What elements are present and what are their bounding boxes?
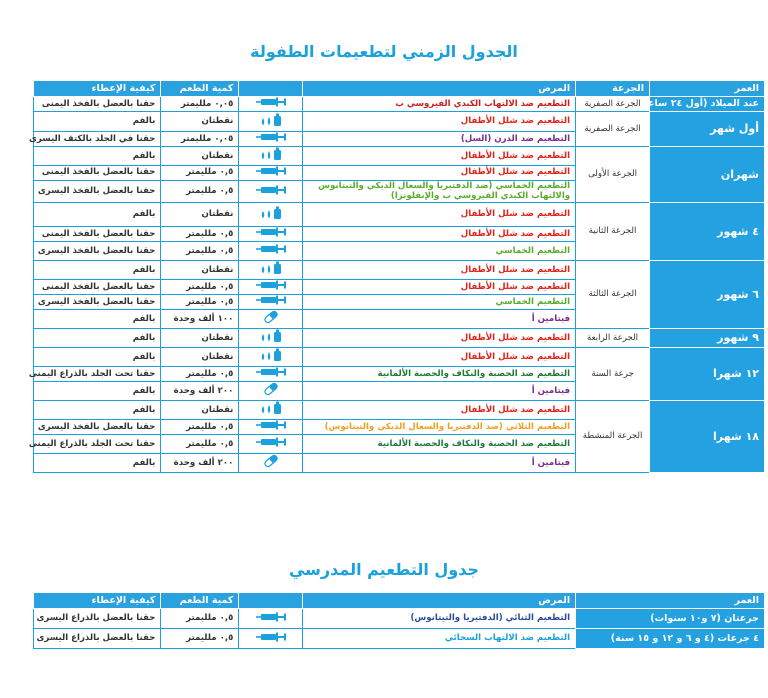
qty-cell: نقطتان: [161, 203, 239, 227]
table-row: [34, 203, 765, 227]
age-cell: ١٨ شهرا: [650, 400, 765, 472]
header-icon: [239, 81, 303, 97]
qty-cell: ٠,٥ ملليمتر: [161, 366, 239, 381]
icon-cell: [239, 609, 303, 629]
page-title: الجدول الزمني لتطعيمات الطفولة: [250, 42, 518, 61]
syringe-icon: [256, 280, 286, 290]
qty-cell: ٠,٥ ملليمتر: [161, 180, 239, 202]
qty-cell: ٠,٠٥ ملليمتر: [161, 132, 239, 147]
qty-cell: نقطتان: [161, 329, 239, 348]
disease-cell: فيتامين أ: [303, 310, 576, 329]
disease-cell: التطعيم ضد شلل الأطفال: [303, 347, 576, 366]
icon-cell: [239, 242, 303, 261]
route-cell: حقنا بالعضل بالفخذ اليسرى: [34, 419, 161, 434]
disease-cell: التطعيم ضد شلل الأطفال: [303, 112, 576, 132]
disease-cell: التطعيم ضد شلل الأطفال: [303, 165, 576, 180]
disease-cell: التطعيم ضد الالتهاب السحائي: [303, 629, 576, 649]
route-cell: بالفم: [34, 147, 161, 166]
route-cell: بالفم: [34, 112, 161, 132]
syringe-icon: [256, 185, 286, 195]
route-cell: حقنا بالعضل بالفخذ اليمنى: [34, 97, 161, 112]
icon-cell: [239, 261, 303, 280]
table-row: [34, 400, 765, 419]
disease-cell: فيتامين أ: [303, 453, 576, 472]
syringe-icon: [256, 367, 286, 377]
school-schedule-title: جدول التطعيم المدرسي: [288, 560, 480, 579]
drops-icon: [260, 348, 282, 362]
qty-cell: ٠,٥ ملليمتر: [161, 609, 239, 629]
age-cell: أول شهر: [650, 112, 765, 147]
syringe-icon: [256, 97, 286, 107]
route-cell: بالفم: [34, 261, 161, 280]
capsule-icon: [263, 310, 279, 324]
disease-cell: التطعيم ضد الدرن (السل): [303, 132, 576, 147]
disease-cell: فيتامين أ: [303, 381, 576, 400]
icon-cell: [239, 329, 303, 348]
childhood-schedule-table: [28, 80, 765, 473]
syringe-icon: [256, 227, 286, 237]
qty-cell: ٠,٥ ملليمتر: [161, 629, 239, 649]
capsule-icon: [263, 454, 279, 468]
disease-cell: التطعيم ضد شلل الأطفال: [303, 400, 576, 419]
qty-cell: ٠,٥ ملليمتر: [161, 419, 239, 434]
header-route: كيفية الإعطاء: [34, 81, 161, 97]
header-age: العمر: [576, 593, 765, 609]
dose-cell: الجرعة الأولى: [576, 147, 650, 203]
qty-cell: ٠,٥ ملليمتر: [161, 434, 239, 453]
icon-cell: [239, 147, 303, 166]
icon-cell: [239, 97, 303, 112]
icon-cell: [239, 227, 303, 242]
qty-cell: ٠,٠٥ ملليمتر: [161, 97, 239, 112]
age-cell: ٦ شهور: [650, 261, 765, 329]
disease-cell: التطعيم ضد شلل الأطفال: [303, 280, 576, 295]
disease-cell: التطعيم الثلاثي (ضد الدفتيريا والسعال الديكي والتيتانوس): [303, 419, 576, 434]
disease-cell: التطعيم الخماسي: [303, 295, 576, 310]
qty-cell: ٢٠٠ ألف وحدة: [161, 453, 239, 472]
icon-cell: [239, 419, 303, 434]
qty-cell: ٠,٥ ملليمتر: [161, 242, 239, 261]
route-cell: حقنا بالعضل بالفخذ اليسرى: [34, 180, 161, 202]
icon-cell: [239, 132, 303, 147]
route-cell: بالفم: [34, 203, 161, 227]
age-cell: جرعتان (٧ و١٠ سنوات): [576, 609, 765, 629]
icon-cell: [239, 310, 303, 329]
table-header-row: [34, 81, 765, 97]
dose-cell: الجرعة الصفرية: [576, 112, 650, 147]
drops-icon: [260, 206, 282, 220]
capsule-icon: [263, 382, 279, 396]
disease-cell: التطعيم ضد شلل الأطفال: [303, 147, 576, 166]
icon-cell: [239, 629, 303, 649]
table-row: [34, 629, 765, 649]
route-cell: بالفم: [34, 453, 161, 472]
route-cell: بالفم: [34, 329, 161, 348]
icon-cell: [239, 366, 303, 381]
syringe-icon: [256, 437, 286, 447]
drops-icon: [260, 147, 282, 161]
school-schedule-table: [33, 592, 765, 649]
age-cell: ٩ شهور: [650, 329, 765, 348]
qty-cell: نقطتان: [161, 347, 239, 366]
table-row: [34, 112, 765, 132]
table-header-row: [34, 593, 765, 609]
disease-cell: التطعيم الخماسي: [303, 242, 576, 261]
header-route: كيفية الإعطاء: [34, 593, 161, 609]
qty-cell: ١٠٠ ألف وحدة: [161, 310, 239, 329]
qty-cell: ٠,٥ ملليمتر: [161, 280, 239, 295]
route-cell: حقنا بالعضل بالفخذ اليسرى: [34, 295, 161, 310]
qty-cell: ٠,٥ ملليمتر: [161, 165, 239, 180]
route-cell: حقنا بالعضل بالذراع اليسرى: [34, 629, 161, 649]
icon-cell: [239, 295, 303, 310]
drops-icon: [260, 113, 282, 127]
route-cell: بالفم: [34, 381, 161, 400]
disease-cell: التطعيم ضد الحصبة والنكاف والحصبة الألمانية: [303, 366, 576, 381]
table-row: [34, 329, 765, 348]
route-cell: حقنا بالعضل بالذراع اليسرى: [34, 609, 161, 629]
header-icon: [239, 593, 303, 609]
age-cell: ٤ شهور: [650, 203, 765, 261]
icon-cell: [239, 400, 303, 419]
qty-cell: نقطتان: [161, 112, 239, 132]
header-disease: المرض: [303, 81, 576, 97]
header-dose: الجرعة: [576, 81, 650, 97]
route-cell: بالفم: [34, 347, 161, 366]
table-row: [34, 147, 765, 166]
route-cell: حقنا بالعضل بالفخذ اليمنى: [34, 227, 161, 242]
route-cell: حقنا تحت الجلد بالذراع اليمنى: [34, 434, 161, 453]
icon-cell: [239, 453, 303, 472]
disease-cell: التطعيم الخماسي (ضد الدفتيريا والسعال الديكي والتيتانوس والالتهاب الكبدي الفيروسي ب والإنفلونزا): [303, 180, 576, 202]
disease-cell: التطعيم ضد الحصبة والنكاف والحصبة الألمانية: [303, 434, 576, 453]
table-row: [34, 261, 765, 280]
icon-cell: [239, 280, 303, 295]
syringe-icon: [256, 632, 286, 642]
disease-cell: التطعيم ضد شلل الأطفال: [303, 261, 576, 280]
qty-cell: ٠,٥ ملليمتر: [161, 295, 239, 310]
route-cell: حقنا بالعضل بالفخذ اليسرى: [34, 242, 161, 261]
route-cell: بالفم: [34, 400, 161, 419]
syringe-icon: [256, 166, 286, 176]
table-row: [34, 97, 765, 112]
dose-cell: الجرعة الثانية: [576, 203, 650, 261]
icon-cell: [239, 112, 303, 132]
age-cell: ٤ جرعات (٤ و ٦ و ١٢ و ١٥ سنة): [576, 629, 765, 649]
dose-cell: الجرعة الثالثة: [576, 261, 650, 329]
age-cell: ١٢ شهرا: [650, 347, 765, 400]
disease-cell: التطعيم الثنائي (الدفتيريا والتيتانوس): [303, 609, 576, 629]
icon-cell: [239, 203, 303, 227]
header-qty: كمية الطعم: [161, 81, 239, 97]
icon-cell: [239, 347, 303, 366]
header-qty: كمية الطعم: [161, 593, 239, 609]
icon-cell: [239, 180, 303, 202]
table-row: [34, 347, 765, 366]
icon-cell: [239, 381, 303, 400]
route-cell: بالفم: [34, 310, 161, 329]
header-age: العمر: [650, 81, 765, 97]
qty-cell: نقطتان: [161, 147, 239, 166]
route-cell: حقنا بالعضل بالفخذ اليمنى: [34, 165, 161, 180]
icon-cell: [239, 165, 303, 180]
table-row: [34, 609, 765, 629]
qty-cell: ٠,٥ ملليمتر: [161, 227, 239, 242]
qty-cell: نقطتان: [161, 400, 239, 419]
route-cell: حقنا تحت الجلد بالذراع اليمنى: [34, 366, 161, 381]
disease-cell: التطعيم ضد شلل الأطفال: [303, 329, 576, 348]
disease-cell: التطعيم ضد الالتهاب الكبدي الفيروسي ب: [303, 97, 576, 112]
syringe-icon: [256, 132, 286, 142]
route-cell: حقنا بالعضل بالفخذ اليمنى: [34, 280, 161, 295]
icon-cell: [239, 434, 303, 453]
dose-cell: الجرعة الصفرية: [576, 97, 650, 112]
disease-cell: التطعيم ضد شلل الأطفال: [303, 227, 576, 242]
route-cell: حقنا في الجلد بالكتف اليسرى: [34, 132, 161, 147]
age-cell: عند الميلاد (أول ٢٤ ساعة): [650, 97, 765, 112]
header-disease: المرض: [303, 593, 576, 609]
drops-icon: [260, 261, 282, 275]
drops-icon: [260, 401, 282, 415]
qty-cell: نقطتان: [161, 261, 239, 280]
syringe-icon: [256, 612, 286, 622]
syringe-icon: [256, 420, 286, 430]
dose-cell: الجرعة المنشطة: [576, 400, 650, 472]
syringe-icon: [256, 295, 286, 305]
qty-cell: ٢٠٠ ألف وحدة: [161, 381, 239, 400]
disease-cell: التطعيم ضد شلل الأطفال: [303, 203, 576, 227]
drops-icon: [260, 329, 282, 343]
age-cell: شهران: [650, 147, 765, 203]
dose-cell: جرعة السنة: [576, 347, 650, 400]
dose-cell: الجرعة الرابعة: [576, 329, 650, 348]
syringe-icon: [256, 244, 286, 254]
